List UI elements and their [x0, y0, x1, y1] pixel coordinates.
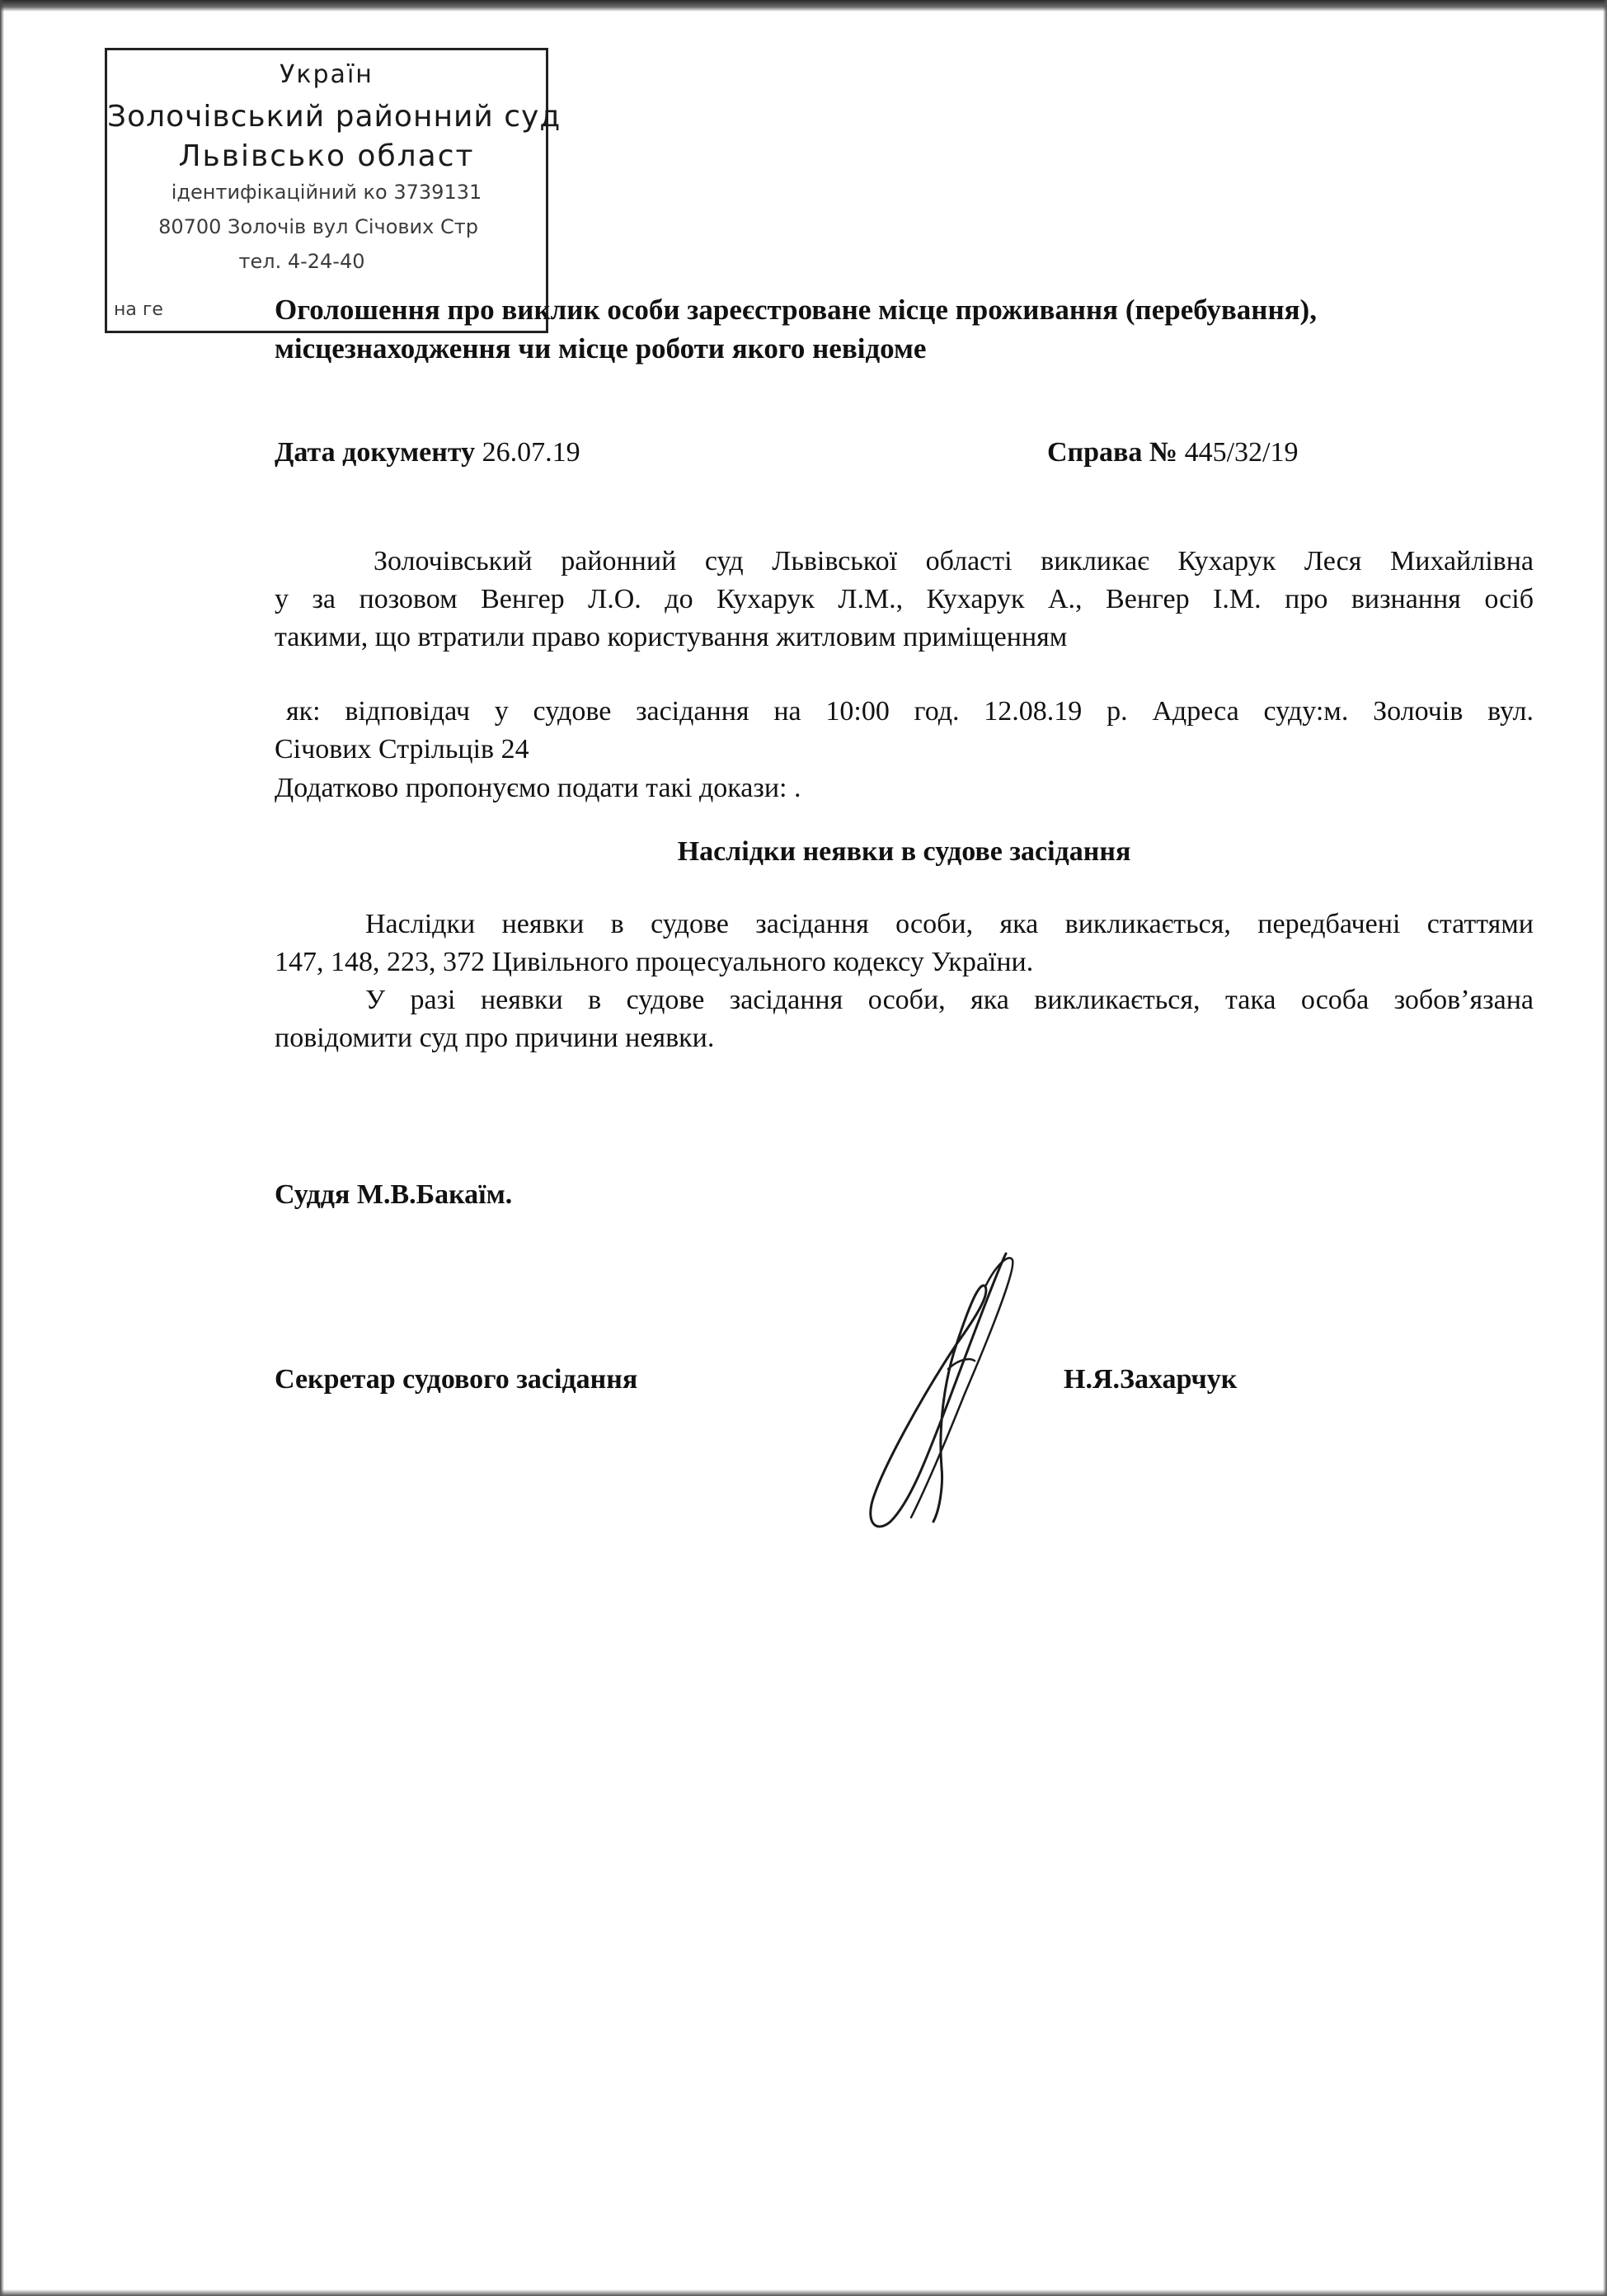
summons-paragraph — [275, 543, 1534, 656]
title-line-2: місцезнаходження чи місце роботи якого невідоме — [275, 332, 927, 365]
obligation-line-1: У разі неявки в судове засідання особи, яка викликається, така особа зобов’язана — [365, 985, 1534, 1015]
stamp-line-phone: тел. 4-24-40 — [238, 250, 365, 273]
obligation-line-2: повідомити суд про причини неявки. — [275, 1023, 715, 1053]
obligation-paragraph — [275, 981, 1534, 1057]
hearing-line-1: як: відповідач у судове засідання на 10:00 год. 12.08.19 р. Адреса суду:м. Золочів вул. — [286, 696, 1534, 727]
signature-stroke-main — [871, 1254, 1006, 1527]
consequences-line-2: 147, 148, 223, 372 Цивільного процесуального кодексу України. — [275, 947, 1034, 977]
evidence-line-1: Додатково пропонуємо подати такі докази: . — [275, 773, 801, 803]
section-title: Наслідки неявки в судове засідання — [677, 836, 1131, 867]
case-number — [1047, 434, 1299, 472]
case-number-value: 445/32/19 — [1184, 437, 1299, 468]
secretary-label: Секретар судового засідання — [275, 1364, 638, 1395]
stamp-line-id-code: ідентифікаційний ко 3739131 — [171, 181, 482, 204]
summons-line-2: у за позовом Венгер Л.О. до Кухарук Л.М., Кухарук А., Венгер І.М. про визнання осіб — [275, 584, 1534, 614]
scan-edge-left — [0, 0, 4, 2296]
stamp-line-court: Золочівський районний суд — [107, 100, 562, 134]
secretary-name: Н.Я.Захарчук — [1064, 1364, 1238, 1395]
handwritten-signature — [833, 1237, 1047, 1534]
document-date-value: 26.07.19 — [482, 437, 580, 468]
title-line-1: Оголошення про виклик особи зареєстроване місце проживання (перебування), — [275, 294, 1317, 326]
stamp-line-country: Україн — [280, 60, 374, 89]
stamp-line-bottom: на ге — [114, 299, 163, 320]
consequences-line-1: Наслідки неявки в судове засідання особи, яка викликається, передбачені статтями — [365, 909, 1534, 939]
hearing-paragraph — [275, 693, 1534, 769]
document-title — [275, 290, 1317, 368]
consequences-paragraph — [275, 906, 1534, 981]
document-date-label: Дата документу — [275, 437, 476, 468]
scan-edge-top — [0, 0, 1607, 12]
scan-edge-right — [1603, 0, 1607, 2296]
scan-edge-bottom — [0, 2289, 1607, 2296]
stamp-line-address: 80700 Золочів вул Січових Стр — [158, 215, 478, 238]
hearing-line-2: Січових Стрільців 24 — [275, 734, 529, 765]
document-date — [275, 434, 580, 472]
summons-line-1: Золочівський районний суд Львівської області викликає Кухарук Леся Михайлівна — [374, 546, 1534, 576]
evidence-paragraph — [275, 769, 1534, 807]
stamp-line-region: Львівсько област — [178, 139, 475, 173]
signature-stroke-second — [911, 1258, 1013, 1517]
summons-line-3: такими, що втратили право користування житловим приміщенням — [275, 622, 1068, 652]
case-number-label: Справа № — [1047, 437, 1178, 468]
judge-name: Суддя М.В.Бакаїм. — [275, 1179, 513, 1210]
